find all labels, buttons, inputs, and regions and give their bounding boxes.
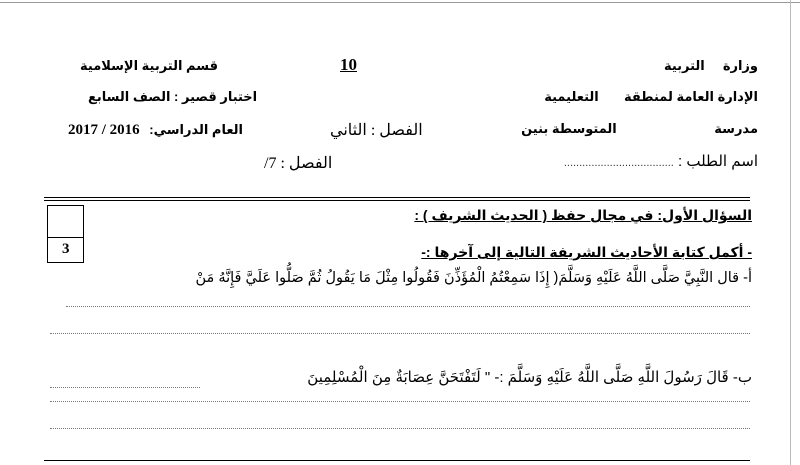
quiz-label: اختبار قصير : الصف السابع	[88, 89, 258, 104]
student-name-line	[564, 152, 758, 170]
grade-box-top[interactable]	[47, 205, 84, 238]
header-separator	[44, 197, 750, 198]
academic-year	[68, 119, 243, 139]
ministry-line	[664, 58, 758, 74]
hadith-b-text: ب- قَالَ رَسُولَ اللَّهِ صَلَّى اللَّهُ عَلَيْهِ وَسَلَّمَ :- " لَتَفْتَحَنَّ عِصَابَةٌ مِنَ الْمُسْلِمِينَ	[307, 369, 752, 386]
semester-label: الفصل : الثاني	[330, 122, 423, 139]
right-border	[790, 0, 791, 465]
hadith-a: أ- قال النَّبِيَّ صَلَّى اللَّهُ عَلَيْهِ وَسَلَّمَ( إِذَا سَمِعْتُمُ الْمُؤَذِّنَ فَقُولُوا مِثْلَ مَا يَقُولُ ثُمَّ صَلُّوا عَلَيَّ فَإِنَّهُ مَنْ	[195, 270, 752, 286]
answer-line-a2[interactable]	[50, 333, 750, 334]
directorate-suffix: التعليمية	[544, 89, 599, 104]
school-name: المتوسطة بنين	[521, 121, 617, 136]
grade-value: 3	[62, 241, 70, 257]
answer-line-b2[interactable]	[50, 428, 750, 429]
answer-line-b0[interactable]	[50, 387, 200, 388]
year-value: 2016 / 2017	[68, 122, 140, 138]
ministry-name: التربية	[663, 58, 705, 73]
header-separator-2	[44, 200, 750, 201]
answer-line-a1[interactable]	[66, 306, 750, 307]
grade-box	[47, 237, 84, 263]
directorate-line	[544, 89, 758, 105]
bottom-border	[44, 460, 750, 461]
directorate-label: الإدارة العامة لمنطقة	[624, 89, 758, 104]
page-number: 10	[340, 55, 357, 74]
student-name-label: اسم الطلب :	[678, 153, 758, 170]
year-label: العام الدراسي:	[149, 122, 243, 137]
ministry-word: وزارة	[722, 58, 758, 73]
class-label: الفصل : 7/	[264, 155, 333, 172]
school-line	[521, 121, 758, 137]
school-word: مدرسة	[714, 121, 758, 136]
student-name-field[interactable]: ....................................	[563, 157, 674, 169]
question-instruction: - أكمل كتابة الأحاديث الشريفة التالية إلى آخرها :-	[421, 244, 752, 260]
top-border	[0, 2, 800, 3]
question-title: السؤال الأول: في مجال حفظ ( الحديث الشريف ) :	[414, 207, 752, 223]
answer-line-b1[interactable]	[50, 401, 750, 402]
hadith-b	[307, 368, 752, 386]
department-label: قسم التربية الإسلامية	[80, 58, 218, 73]
